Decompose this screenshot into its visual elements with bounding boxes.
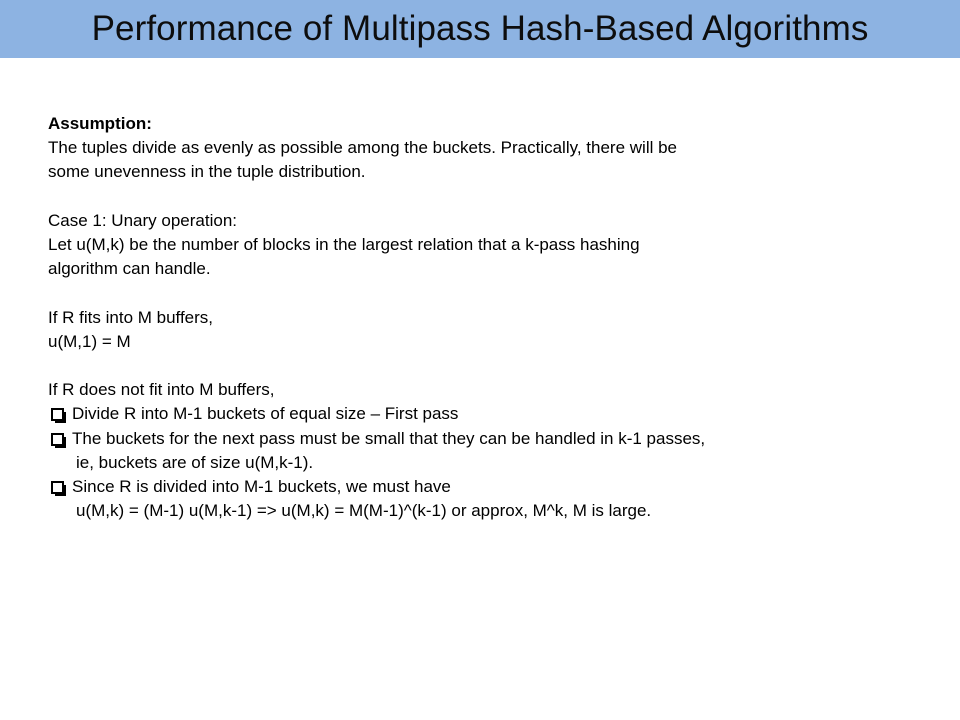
bullet-text: Since R is divided into M-1 buckets, we must have: [72, 477, 451, 496]
bullet-item: [48, 475, 928, 499]
case-heading: Case 1: Unary operation:: [48, 210, 237, 230]
assumption-text-line-1: The tuples divide as evenly as possible among the buckets. Practically, there will be: [48, 138, 678, 158]
checkbox-bullet-icon: [51, 433, 64, 446]
spacer: [48, 354, 928, 378]
bullet-text: The buckets for the next pass must be small that they can be handled in k-1 passes,: [72, 428, 706, 448]
title-bar: [0, 0, 960, 58]
case-text-line-2: algorithm can handle.: [48, 259, 211, 279]
slide-title: Performance of Multipass Hash-Based Algorithms: [91, 9, 869, 48]
bullet-text: Divide R into M-1 buckets of equal size – First pass: [72, 404, 459, 424]
slide-body: [48, 112, 928, 523]
assumption-text-line-2: some unevenness in the tuple distribution.: [48, 162, 366, 182]
checkbox-bullet-icon: [51, 481, 64, 494]
bullet-continuation: u(M,k) = (M-1) u(M,k-1) => u(M,k) = M(M-1)^(k-1) or approx, M^k, M is large.: [76, 501, 652, 521]
case-text-line-1: Let u(M,k) be the number of blocks in the largest relation that a k-pass hashing: [48, 235, 640, 254]
spacer: [48, 185, 928, 209]
bullet-item: [48, 402, 928, 426]
spacer: [48, 281, 928, 305]
fits-condition: If R fits into M buffers,: [48, 307, 214, 327]
fits-formula: u(M,1) = M: [48, 331, 131, 351]
assumption-heading: Assumption:: [48, 114, 152, 133]
checkbox-bullet-icon: [51, 408, 64, 421]
bullet-item: [48, 427, 928, 451]
not-fit-condition: If R does not fit into M buffers,: [48, 380, 275, 400]
bullet-continuation: ie, buckets are of size u(M,k-1).: [76, 452, 314, 472]
